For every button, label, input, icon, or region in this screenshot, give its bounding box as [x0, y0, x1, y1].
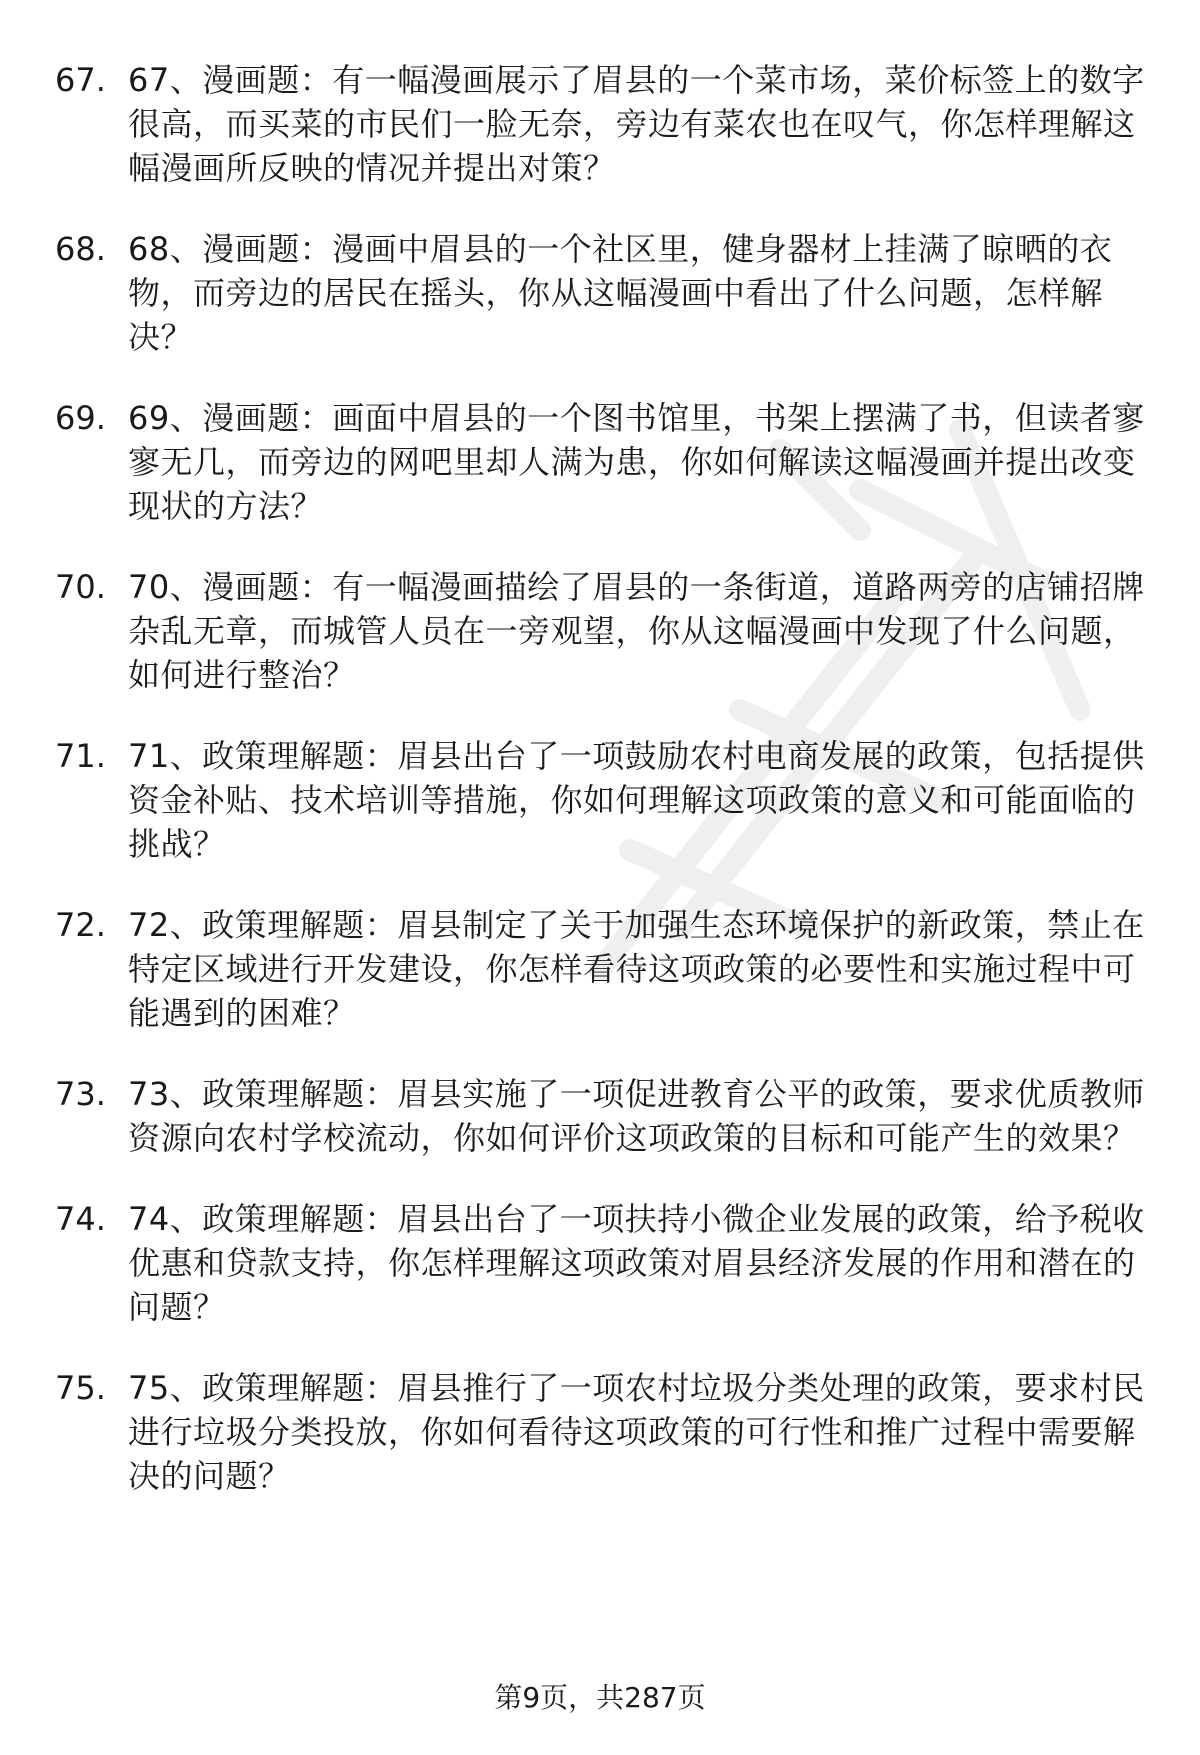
- question-number: 68.: [55, 230, 106, 268]
- question-text: 70、漫画题：有一幅漫画描绘了眉县的一条街道，道路两旁的店铺招牌杂乱无章，而城管人员在一旁观望，你从这幅漫画中发现了什么问题，如何进行整治？: [128, 568, 1145, 694]
- question-item: [0, 1072, 1200, 1160]
- question-number: 67.: [55, 61, 106, 99]
- question-text: 68、漫画题：漫画中眉县的一个社区里，健身器材上挂满了晾晒的衣物，而旁边的居民在摇头，你从这幅漫画中看出了什么问题，怎样解决？: [128, 230, 1113, 356]
- page-number-footer: 第9页，共287页: [494, 1681, 706, 1714]
- question-item: [0, 1197, 1200, 1329]
- question-item: [0, 58, 1200, 190]
- question-item: [0, 903, 1200, 1035]
- question-item: [0, 734, 1200, 866]
- question-number: 75.: [55, 1369, 106, 1407]
- question-item: [0, 1366, 1200, 1498]
- question-item: [0, 396, 1200, 528]
- question-text: 75、政策理解题：眉县推行了一项农村垃圾分类处理的政策，要求村民进行垃圾分类投放，你如何看待这项政策的可行性和推广过程中需要解决的问题？: [128, 1369, 1145, 1495]
- question-number: 69.: [55, 399, 106, 437]
- question-text: 69、漫画题：画面中眉县的一个图书馆里，书架上摆满了书，但读者寥寥无几，而旁边的网吧里却人满为患，你如何解读这幅漫画并提出改变现状的方法？: [128, 399, 1145, 525]
- question-item: [0, 227, 1200, 359]
- question-text: 67、漫画题：有一幅漫画展示了眉县的一个菜市场，菜价标签上的数字很高，而买菜的市民们一脸无奈，旁边有菜农也在叹气，你怎样理解这幅漫画所反映的情况并提出对策？: [128, 61, 1145, 187]
- question-text: 73、政策理解题：眉县实施了一项促进教育公平的政策，要求优质教师资源向农村学校流动，你如何评价这项政策的目标和可能产生的效果？: [128, 1075, 1145, 1157]
- question-number: 72.: [55, 906, 106, 944]
- question-item: [0, 565, 1200, 697]
- question-number: 71.: [55, 737, 106, 775]
- question-text: 71、政策理解题：眉县出台了一项鼓励农村电商发展的政策，包括提供资金补贴、技术培训等措施，你如何理解这项政策的意义和可能面临的挑战？: [128, 737, 1145, 863]
- question-number: 70.: [55, 568, 106, 606]
- question-text: 74、政策理解题：眉县出台了一项扶持小微企业发展的政策，给予税收优惠和贷款支持，你怎样理解这项政策对眉县经济发展的作用和潜在的问题？: [128, 1200, 1145, 1326]
- question-number: 73.: [55, 1075, 106, 1113]
- question-number: 74.: [55, 1200, 106, 1238]
- question-list: [0, 58, 1200, 1535]
- question-text: 72、政策理解题：眉县制定了关于加强生态环境保护的新政策，禁止在特定区域进行开发建设，你怎样看待这项政策的必要性和实施过程中可能遇到的困难？: [128, 906, 1145, 1032]
